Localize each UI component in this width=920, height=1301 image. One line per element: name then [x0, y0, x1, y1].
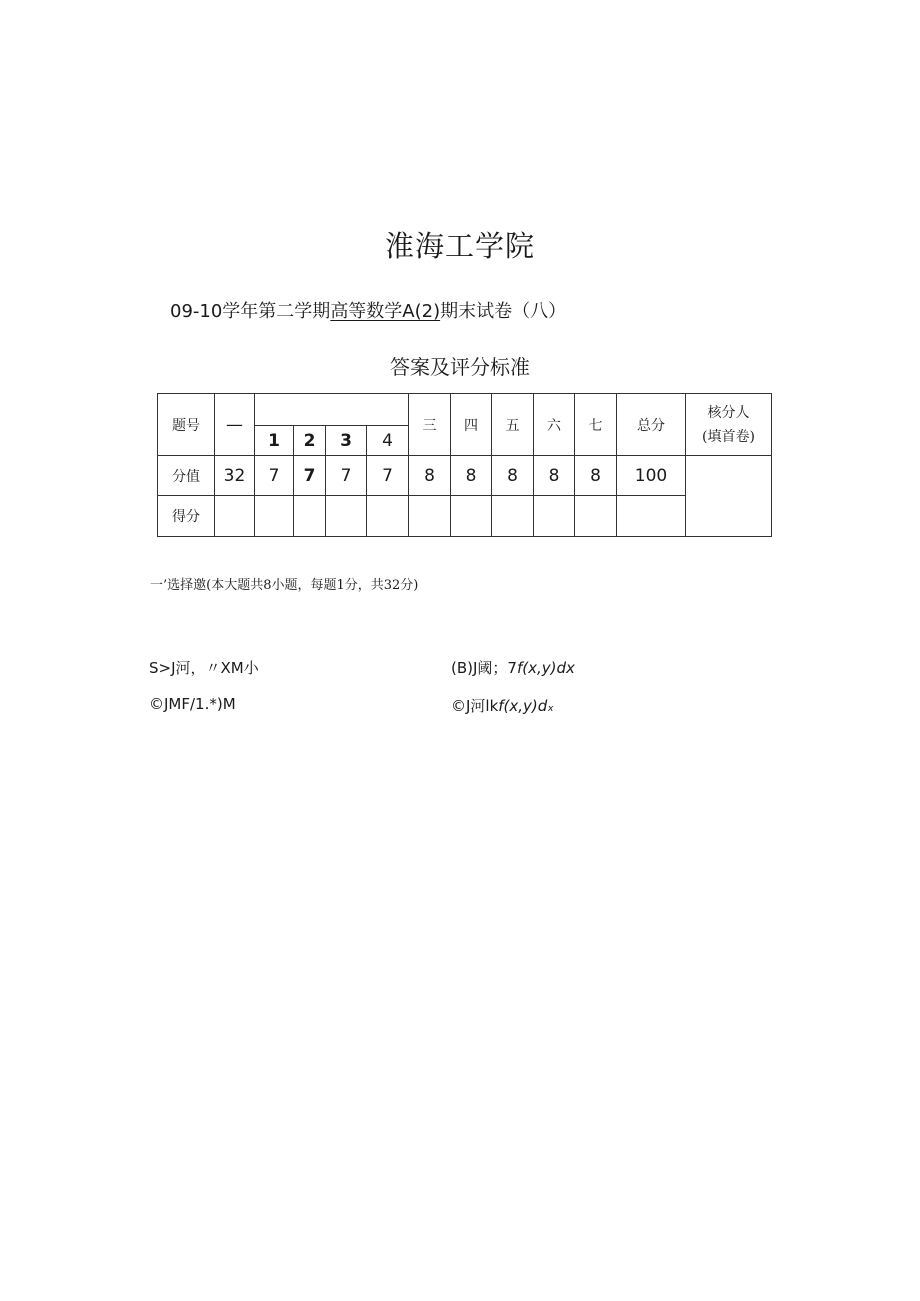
question-2-group [255, 394, 409, 426]
score-cell [409, 496, 451, 537]
score-cell [534, 496, 575, 537]
option-c: ©JMF/1.*)M [149, 695, 236, 713]
value-cell: 8 [492, 456, 534, 496]
option-d-math: f(x,y)dₓ [498, 697, 554, 715]
value-cell: 7 [367, 456, 409, 496]
question-4: 四 [451, 394, 492, 456]
table-row [158, 496, 772, 537]
sub-item-2: 2 [294, 426, 326, 456]
option-d [451, 695, 554, 716]
score-cell [326, 496, 367, 537]
section-1-title: 一’选择邀(本大题共8小题，每题1分，共32分) [150, 578, 419, 593]
question-3: 三 [409, 394, 451, 456]
question-5: 五 [492, 394, 534, 456]
option-b-math: f(x,y)dx [516, 659, 575, 677]
exam-subtitle [170, 297, 566, 323]
score-table [157, 393, 772, 537]
checker-header [686, 394, 772, 456]
school-title: 淮海工学院 [384, 229, 535, 263]
sub-item-4: 4 [367, 426, 409, 456]
sub-item-3: 3 [326, 426, 367, 456]
score-cell [617, 496, 686, 537]
score-cell [215, 496, 255, 537]
question-1: — [215, 394, 255, 456]
subtitle-suffix: 期末试卷（八） [440, 301, 567, 322]
value-cell: 8 [451, 456, 492, 496]
checker-note: (填首卷) [702, 428, 755, 445]
score-cell [255, 496, 294, 537]
score-cell [575, 496, 617, 537]
question-6: 六 [534, 394, 575, 456]
total-label: 总分 [617, 394, 686, 456]
checker-cell [686, 456, 772, 537]
table-row [158, 394, 772, 426]
value-cell: 7 [255, 456, 294, 496]
option-b-text: (B)J阈；7 [451, 659, 517, 677]
score-cell [367, 496, 409, 537]
label-question: 题号 [158, 394, 215, 456]
sub-item-1: 1 [255, 426, 294, 456]
value-cell: 8 [575, 456, 617, 496]
score-cell [492, 496, 534, 537]
score-cell [451, 496, 492, 537]
subtitle-course: 高等数学A(2) [330, 301, 441, 322]
answer-heading: 答案及评分标准 [390, 355, 530, 379]
label-value: 分值 [158, 456, 215, 496]
checker-label: 核分人 [707, 404, 750, 421]
value-cell: 8 [534, 456, 575, 496]
option-d-text: ©J河lk [451, 697, 499, 715]
total-value: 100 [617, 456, 686, 496]
score-cell [294, 496, 326, 537]
label-score: 得分 [158, 496, 215, 537]
value-cell: 8 [409, 456, 451, 496]
option-a: S>J河，〃XM小 [149, 659, 259, 677]
value-cell: 7 [326, 456, 367, 496]
question-7: 七 [575, 394, 617, 456]
value-cell: 7 [294, 456, 326, 496]
option-b [451, 657, 575, 678]
subtitle-term: 09-10学年第二学期 [170, 301, 331, 322]
value-cell: 32 [215, 456, 255, 496]
table-row [158, 456, 772, 496]
